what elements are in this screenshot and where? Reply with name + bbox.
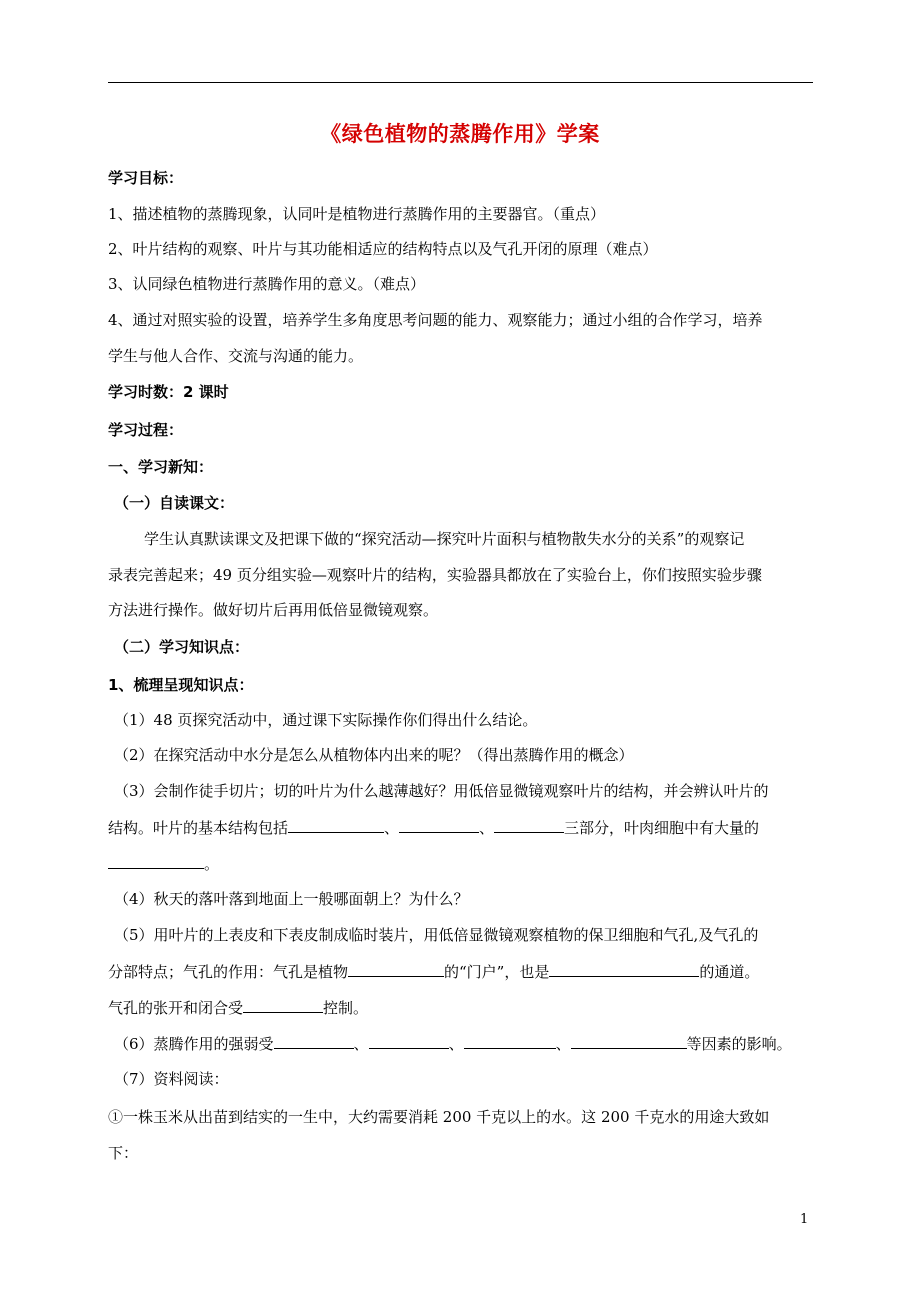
- fill-blank: [348, 961, 444, 977]
- fill-blank: [243, 997, 323, 1013]
- fill-blank: [549, 961, 699, 977]
- page-title: 《绿色植物的蒸腾作用》学案: [320, 122, 600, 146]
- question-line: （6）蒸腾作用的强弱受 、 、 、 等因素的影响。: [114, 1035, 792, 1053]
- fill-blank: [571, 1033, 687, 1049]
- hours-heading: 学习时数：2 课时: [108, 383, 229, 401]
- objective-item: 学生与他人合作、交流与沟通的能力。: [108, 347, 364, 365]
- objective-item: 1、描述植物的蒸腾现象，认同叶是植物进行蒸腾作用的主要器官。（重点）: [108, 205, 606, 223]
- objectives-heading: 学习目标：: [108, 169, 184, 187]
- question-line: 结构。叶片的基本结构包括 、 、 三部分，叶肉细胞中有大量的: [108, 819, 760, 837]
- reading-paragraph: 方法进行操作。做好切片后再用低倍显微镜观察。: [108, 601, 439, 619]
- question-line: 。: [108, 853, 813, 874]
- material-paragraph: 下：: [108, 1144, 139, 1162]
- header-rule: [108, 82, 813, 83]
- question: （7）资料阅读：: [114, 1070, 229, 1088]
- question: （1）48 页探究活动中，通过课下实际操作你们得出什么结论。: [114, 711, 538, 729]
- question: （2）在探究活动中水分是怎么从植物体内出来的呢？（得出蒸腾作用的概念）: [114, 746, 634, 764]
- page-number: 1: [800, 1212, 809, 1227]
- objective-item: 3、认同绿色植物进行蒸腾作用的意义。（难点）: [108, 275, 426, 293]
- reading-paragraph: 录表完善起来；49 页分组实验—观察叶片的结构，实验器具都放在了实验台上，你们按照实验步骤: [108, 566, 762, 584]
- fill-blank: [108, 853, 204, 869]
- subsection-heading: （二）学习知识点：: [114, 638, 250, 656]
- fill-blank: [288, 817, 384, 833]
- material-paragraph: ①一株玉米从出苗到结实的一生中，大约需要消耗 200 千克以上的水。这 200 千克水的用途大致如: [108, 1108, 770, 1126]
- fill-blank: [369, 1033, 449, 1049]
- question: （3）会制作徒手切片；切的叶片为什么越薄越好？用低倍显微镜观察叶片的结构，并会辨认叶片的: [114, 782, 769, 800]
- section-heading: 一、学习新知：: [108, 458, 214, 476]
- fill-blank: [274, 1033, 354, 1049]
- subsection-heading: （一）自读课文：: [114, 494, 235, 512]
- objective-item: 2、叶片结构的观察、叶片与其功能相适应的结构特点以及气孔开闭的原理（难点）: [108, 240, 658, 258]
- question: （5）用叶片的上表皮和下表皮制成临时装片，用低倍显微镜观察植物的保卫细胞和气孔,及气孔的: [114, 926, 759, 944]
- question-line: 分部特点；气孔的作用：气孔是植物 的“门户”，也是 的通道。: [108, 963, 760, 981]
- question-line: 气孔的张开和闭合受 控制。: [108, 999, 369, 1017]
- fill-blank: [399, 817, 479, 833]
- question: （4）秋天的落叶落到地面上一般哪面朝上？为什么？: [114, 890, 469, 908]
- reading-paragraph: 学生认真默读课文及把课下做的“探究活动—探究叶片面积与植物散失水分的关系”的观察记: [144, 530, 745, 548]
- point-heading: 1、梳理呈现知识点：: [108, 676, 254, 694]
- process-heading: 学习过程：: [108, 421, 184, 439]
- fill-blank: [494, 817, 564, 833]
- objective-item: 4、通过对照实验的设置，培养学生多角度思考问题的能力、观察能力；通过小组的合作学习，培养: [108, 311, 763, 329]
- fill-blank: [464, 1033, 556, 1049]
